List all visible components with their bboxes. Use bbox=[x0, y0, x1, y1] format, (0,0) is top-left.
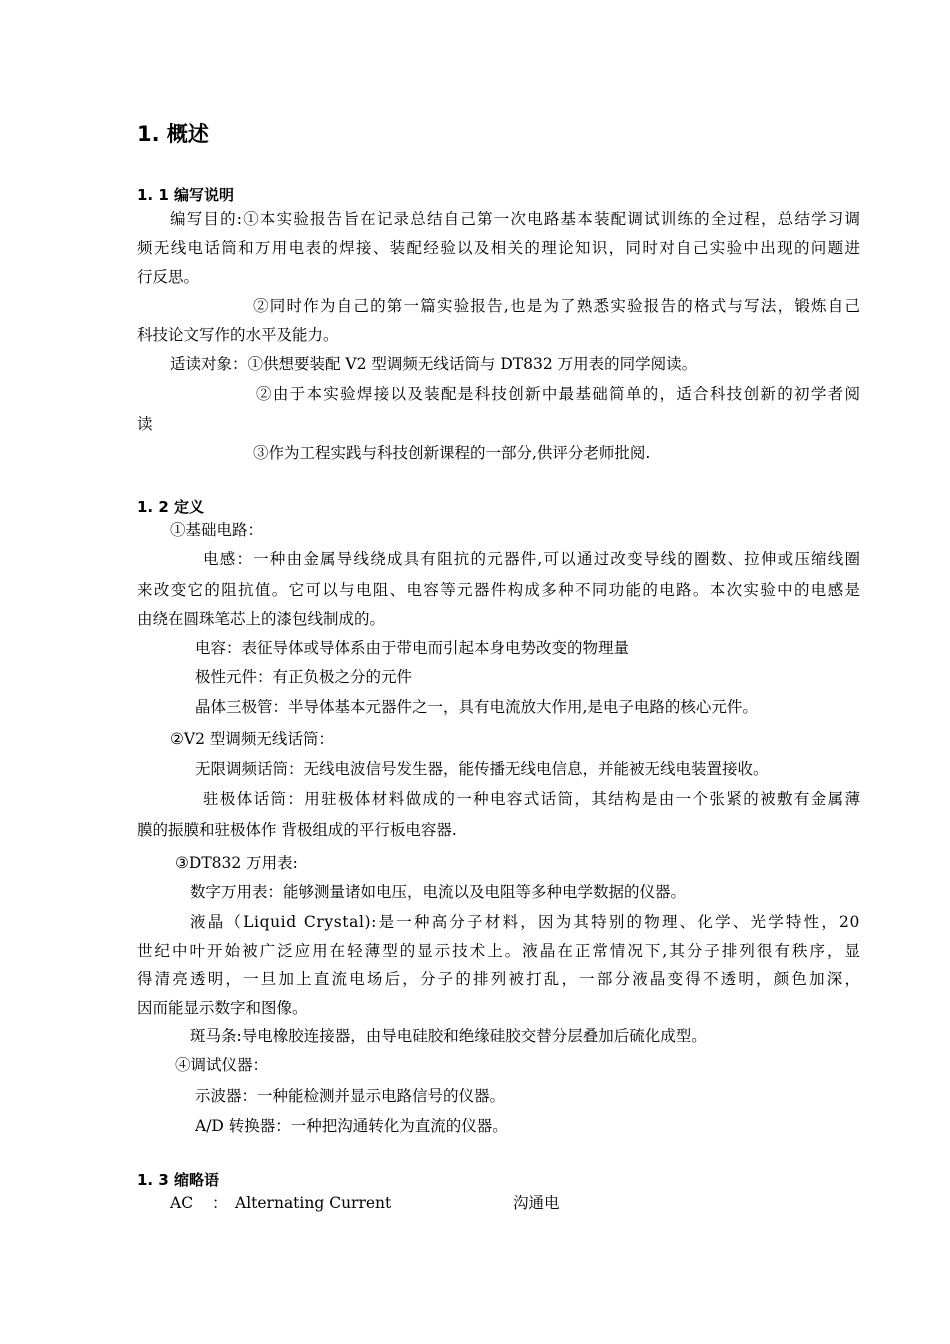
paragraph-line: 行反思。 bbox=[137, 268, 200, 286]
paragraph-line: 电容：表征导体或导体系由于带电而引起本身电势改变的物理量 bbox=[195, 639, 630, 657]
paragraph-line: 编写目的:①本实验报告旨在记录总结自己第一次电路基本装配调试训练的全过程，总结学习调 bbox=[170, 210, 860, 228]
paragraph-line: ②同时作为自己的第一篇实验报告,也是为了熟悉实验报告的格式与写法，锻炼自己 bbox=[253, 297, 860, 315]
abbreviation-meaning: 沟通电 bbox=[513, 1194, 560, 1212]
paragraph-line: 无限调频话筒：无线电波信号发生器，能传播无线电信息，并能被无线电装置接收。 bbox=[195, 760, 769, 778]
paragraph-line: 示波器：一种能检测并显示电路信号的仪器。 bbox=[195, 1087, 506, 1105]
paragraph-line: 世纪中叶开始被广泛应用在轻薄型的显示技术上。液晶在正常情况下,其分子排列很有秩序，显 bbox=[137, 942, 860, 960]
paragraph-line: 读 bbox=[137, 415, 153, 433]
paragraph-line: 液晶（Liquid Crystal):是一种高分子材料，因为其特别的物理、化学、光学特性，20 bbox=[190, 913, 860, 931]
section-title-1-3: 1. 3 缩略语 bbox=[137, 1171, 220, 1189]
paragraph-line: 得清亮透明，一旦加上直流电场后，分子的排列被打乱，一部分液晶变得不透明，颜色加深， bbox=[137, 970, 860, 988]
paragraph-line: 因而能显示数字和图像。 bbox=[137, 999, 308, 1017]
paragraph-line: 数字万用表：能够测量诸如电压，电流以及电阻等多种电学数据的仪器。 bbox=[190, 883, 687, 901]
paragraph-line: A/D 转换器：一种把沟通转化为直流的仪器。 bbox=[195, 1117, 508, 1135]
paragraph-line: ②V2 型调频无线话筒： bbox=[170, 730, 334, 748]
abbreviation: AC bbox=[170, 1194, 194, 1212]
paragraph-line: 来改变它的阻抗值。它可以与电阻、电容等元器件构成多种不同功能的电路。本次实验中的电感是 bbox=[137, 581, 860, 599]
paragraph-line: ①基础电路： bbox=[170, 521, 264, 539]
paragraph-line: ③作为工程实践与科技创新课程的一部分,供评分老师批阅. bbox=[253, 444, 651, 462]
paragraph-line: 适读对象：①供想要装配 V2 型调频无线话筒与 DT832 万用表的同学阅读。 bbox=[170, 355, 698, 373]
section-title-1-2: 1. 2 定义 bbox=[137, 498, 205, 516]
paragraph-line: 科技论文写作的水平及能力。 bbox=[137, 326, 339, 344]
paragraph-line: 晶体三极管：半导体基本元器件之一，具有电流放大作用,是电子电路的核心元件。 bbox=[195, 698, 758, 716]
paragraph-line: 膜的振膜和驻极体作 背极组成的平行板电容器. bbox=[137, 821, 457, 839]
section-title-1-1: 1. 1 编写说明 bbox=[137, 186, 235, 204]
paragraph-line: ②由于本实验焊接以及装配是科技创新中最基础简单的，适合科技创新的初学者阅 bbox=[256, 385, 860, 403]
paragraph-line: 频无线电话筒和万用电表的焊接、装配经验以及相关的理论知识，同时对自己实验中出现的问题进 bbox=[137, 239, 860, 257]
paragraph-line: 电感：一种由金属导线绕成具有阻抗的元器件,可以通过改变导线的圈数、拉伸或压缩线圈 bbox=[203, 550, 860, 568]
paragraph-line: ③DT832 万用表: bbox=[175, 854, 298, 872]
chapter-heading: 1. 概述 bbox=[137, 122, 209, 146]
abbreviation-separator: ： bbox=[212, 1194, 228, 1212]
paragraph-line: ④调试仪器： bbox=[175, 1056, 269, 1074]
paragraph-line: 极性元件：有正负极之分的元件 bbox=[195, 668, 413, 686]
abbreviation-full-term: Alternating Current bbox=[235, 1194, 392, 1212]
paragraph-line: 由绕在圆珠笔芯上的漆包线制成的。 bbox=[137, 610, 386, 628]
paragraph-line: 驻极体话筒：用驻极体材料做成的一种电容式话筒，其结构是由一个张紧的被敷有金属薄 bbox=[203, 790, 860, 808]
paragraph-line: 斑马条:导电橡胶连接器，由导电硅胶和绝缘硅胶交替分层叠加后硫化成型。 bbox=[190, 1027, 707, 1045]
